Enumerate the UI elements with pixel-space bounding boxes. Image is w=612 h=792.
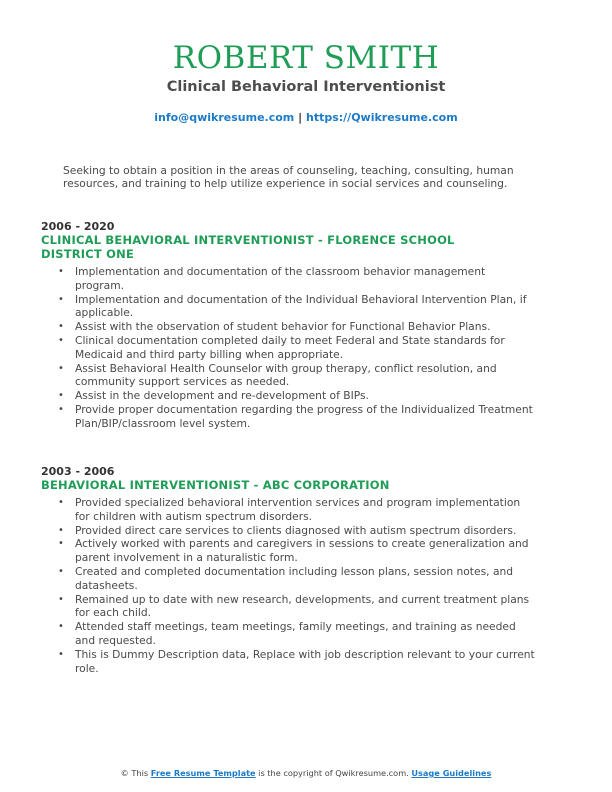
duty-item: • Clinical documentation completed daily to meet Federal and State standards for Medicaid and third party billing when appropriate. [58, 333, 505, 361]
bullet-icon: • [58, 321, 64, 333]
job-duties-list [41, 496, 551, 675]
duty-item: • Remained up to date with new research, developments, and current treatment plans for each child. [58, 592, 530, 620]
email-link[interactable]: info@qwikresume.com [154, 111, 295, 124]
candidate-name: ROBERT SMITH [172, 40, 440, 76]
job-entry-2 [41, 465, 551, 675]
duty-item: • Provided specialized behavioral intervention services and program implementation for children with autism spectrum disorders. [58, 496, 521, 523]
bullet-icon: • [58, 362, 64, 374]
duty-item: • Assist with the observation of student behavior for Functional Behavior Plans. [58, 320, 491, 334]
bullet-icon: • [58, 538, 64, 550]
job-dates: 2006 - 2020 [41, 220, 115, 233]
bullet-icon: • [58, 266, 64, 277]
bullet-icon: • [58, 524, 64, 536]
job-dates: 2003 - 2006 [41, 465, 115, 478]
footer-prefix: © This [120, 768, 151, 778]
job-title: CLINICAL BEHAVIORAL INTERVENTIONIST - FLORENCE SCHOOL DISTRICT ONE [41, 233, 455, 261]
summary-text: Seeking to obtain a position in the areas of counseling, teaching, consulting, human resources, and training to help utilize experience in social services and counseling. [63, 164, 514, 190]
bullet-icon: • [58, 497, 64, 508]
duty-item: • Provided direct care services to clients diagnosed with autism spectrum disorders. [58, 523, 517, 537]
bullet-icon: • [58, 648, 64, 660]
contact-line [0, 111, 612, 125]
footer-copyright [0, 768, 612, 778]
duty-item: • Implementation and documentation of the Individual Behavioral Intervention Plan, if applicable. [58, 292, 527, 320]
duty-item: • This is Dummy Description data, Replace with job description relevant to your current role. [58, 647, 535, 675]
usage-guidelines-link[interactable]: Usage Guidelines [411, 768, 492, 778]
bullet-icon: • [58, 403, 64, 415]
duty-item: • Actively worked with parents and caregivers in sessions to create generalization and parent involvement in a naturalistic form. [58, 537, 529, 565]
duty-item: • Assist in the development and re-development of BIPs. [58, 389, 369, 403]
bullet-icon: • [58, 565, 64, 577]
duty-item: • Created and completed documentation including lesson plans, session notes, and datasheets. [58, 564, 514, 592]
bullet-icon: • [58, 334, 64, 346]
bullet-icon: • [58, 621, 64, 633]
website-link[interactable]: https://Qwikresume.com [305, 111, 458, 124]
bullet-icon: • [58, 593, 64, 605]
duty-item: • Provide proper documentation regarding the progress of the Individualized Treatment Plan/BIP/classroom level system. [58, 402, 533, 430]
duty-item: • Assist Behavioral Health Counselor with group therapy, conflict resolution, and community support services as needed. [58, 361, 497, 389]
job-duties-list [41, 265, 551, 431]
duty-item: • Implementation and documentation of the classroom behavior management program. [58, 265, 486, 292]
duty-item: • Attended staff meetings, team meetings, family meetings, and training as needed and requested. [58, 620, 516, 647]
contact-separator: | [298, 111, 303, 124]
free-resume-template-link[interactable]: Free Resume Template [150, 768, 256, 778]
job-title: BEHAVIORAL INTERVENTIONIST - ABC CORPORATION [41, 478, 390, 492]
bullet-icon: • [58, 293, 64, 305]
job-entry-1 [41, 220, 551, 431]
candidate-headline: Clinical Behavioral Interventionist [166, 79, 446, 95]
footer-middle: is the copyright of Qwikresume.com. [255, 768, 412, 778]
bullet-icon: • [58, 390, 64, 402]
